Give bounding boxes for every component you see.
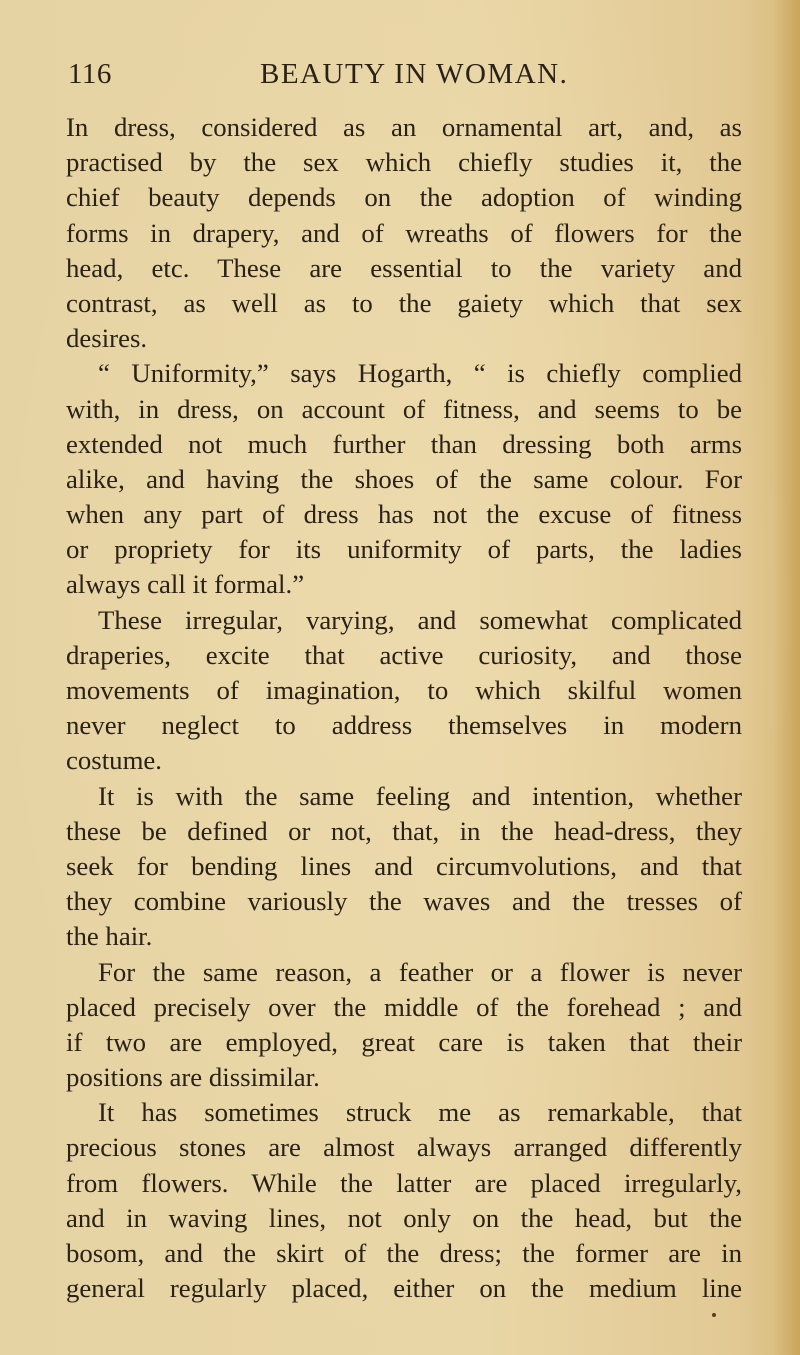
text-line: It has sometimes struck me as remarkable, that <box>98 1097 742 1128</box>
text-line: It is with the same feeling and intention, whether <box>98 780 742 811</box>
text-line: In dress, considered as an ornamental art, and, as <box>66 112 742 142</box>
text-line: movements of imagination, to which skilful women <box>66 675 742 705</box>
text-line: precious stones are almost always arranged differently <box>66 1132 742 1163</box>
text-line: chief beauty depends on the adoption of winding <box>66 182 742 213</box>
text-line: head, etc. These are essential to the variety and <box>66 252 742 283</box>
text-line: For the same reason, a feather or a flower is never <box>98 956 742 987</box>
text-line: the hair. <box>66 921 153 952</box>
page-number: 116 <box>68 58 112 90</box>
text-line: alike, and having the shoes of the same colour. For <box>66 463 742 494</box>
text-line: these be defined or not, that, in the head-dress, they <box>66 815 742 846</box>
running-head: BEAUTY IN WOMAN. <box>260 58 569 90</box>
text-line: always call it formal.” <box>66 569 305 600</box>
text-line: costume. <box>66 745 163 776</box>
text-line: with, in dress, on account of fitness, and seems to be <box>66 393 742 424</box>
text-line: and in waving lines, not only on the head, but the <box>66 1202 742 1233</box>
text-line: bosom, and the skirt of the dress; the former are in <box>66 1238 742 1268</box>
text-line: placed precisely over the middle of the forehead ; and <box>66 991 742 1022</box>
text-line: if two are employed, great care is taken that their <box>66 1026 742 1057</box>
text-line: they combine variously the waves and the tresses of <box>66 886 742 917</box>
text-line: practised by the sex which chiefly studies it, the <box>66 147 742 178</box>
body-text <box>66 110 742 1306</box>
text-line: from flowers. While the latter are placed irregularly, <box>66 1167 742 1198</box>
text-line: never neglect to address themselves in modern <box>66 710 742 741</box>
text-line: or propriety for its uniformity of parts, the ladies <box>66 534 742 565</box>
text-line: when any part of dress has not the excuse of fitness <box>66 499 742 530</box>
page-edge-shadow <box>774 0 800 1355</box>
text-line: contrast, as well as to the gaiety which that sex <box>66 287 742 318</box>
page-header <box>68 58 748 98</box>
ink-speck <box>712 1313 716 1317</box>
text-line: general regularly placed, either on the medium line <box>66 1273 742 1304</box>
text-line: seek for bending lines and circumvolutions, and that <box>66 850 742 881</box>
text-line: These irregular, varying, and somewhat complicated <box>98 604 742 635</box>
text-line: desires. <box>66 323 148 354</box>
text-line: extended not much further than dressing both arms <box>66 428 742 459</box>
text-line: forms in drapery, and of wreaths of flowers for the <box>66 217 742 248</box>
text-line: positions are dissimilar. <box>66 1062 320 1093</box>
text-line: draperies, excite that active curiosity, and those <box>66 639 742 670</box>
text-line: “ Uniformity,” says Hogarth, “ is chiefly complied <box>98 358 742 389</box>
